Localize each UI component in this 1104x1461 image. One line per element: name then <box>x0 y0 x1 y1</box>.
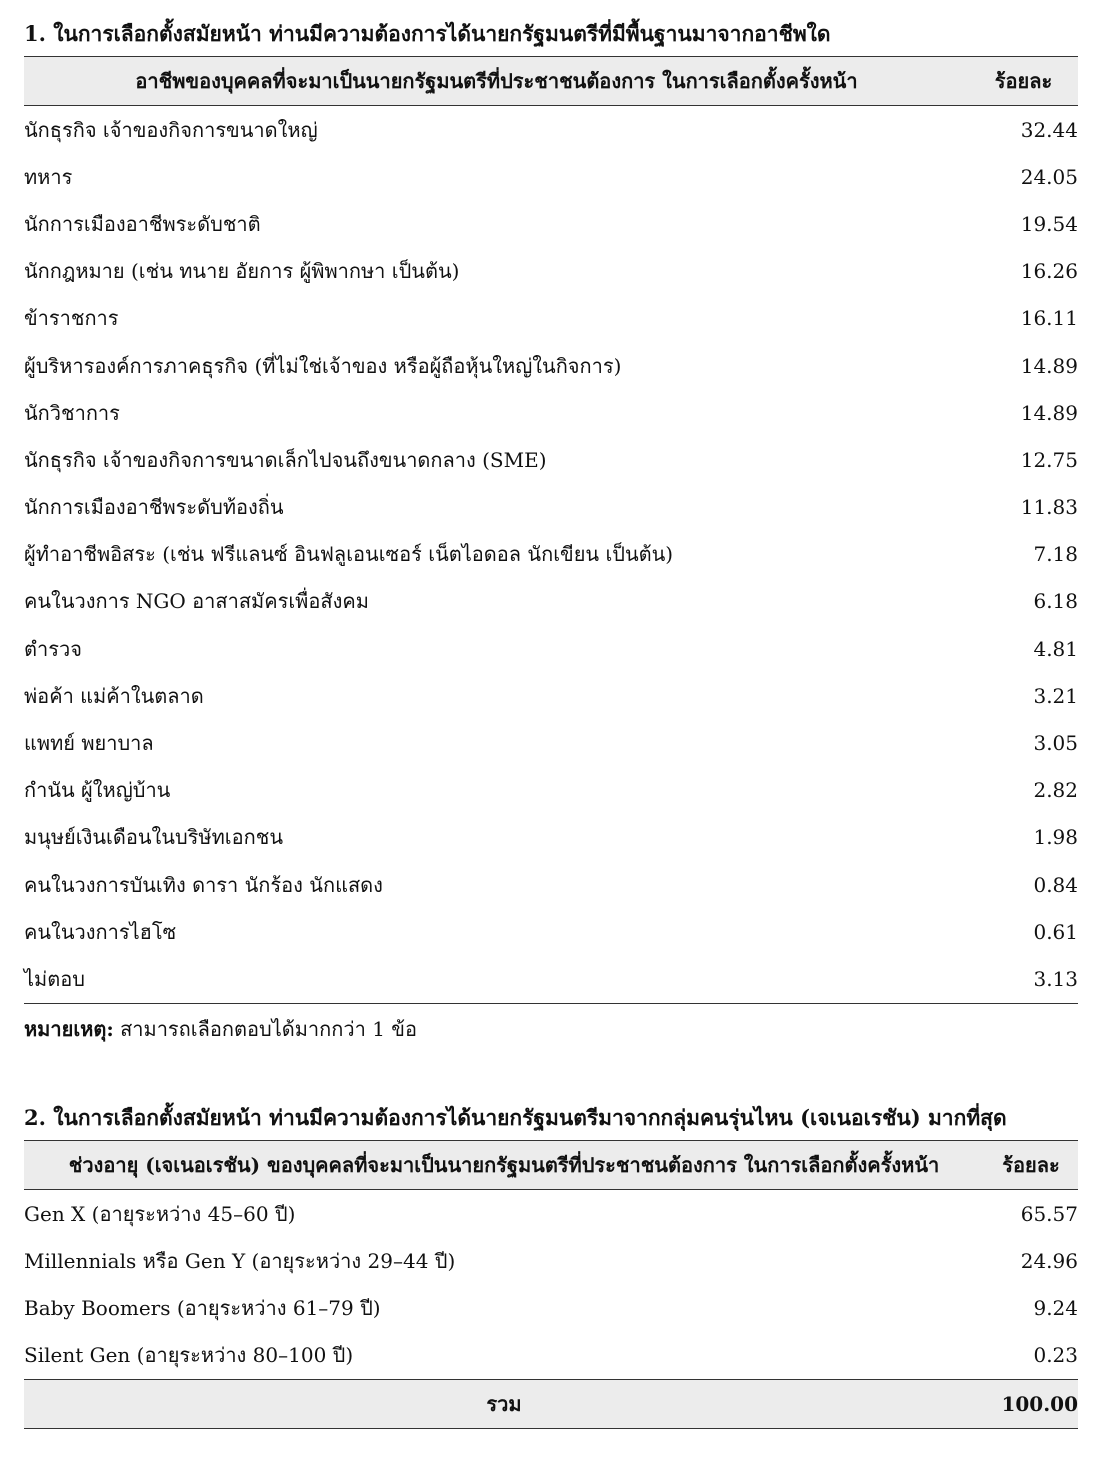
table-header-row <box>24 57 1078 106</box>
row-label: คนในวงการ NGO อาสาสมัครเพื่อสังคม <box>24 589 369 614</box>
row-label: ผู้ทำอาชีพอิสระ (เช่น ฟรีแลนซ์ อินฟลูเอนเซอร์ เน็ตไอดอล นักเขียน เป็นต้น) <box>24 542 674 567</box>
table-row <box>24 672 1078 719</box>
row-value: 14.89 <box>1020 400 1078 425</box>
table-row <box>24 767 1078 814</box>
row-label: มนุษย์เงินเดือนในบริษัทเอกชน <box>24 825 283 850</box>
table-row <box>24 1190 1078 1238</box>
row-label: กำนัน ผู้ใหญ่บ้าน <box>24 778 171 803</box>
row-label: แพทย์ พยาบาล <box>24 731 154 756</box>
row-label: คนในวงการบันเทิง ดารา นักร้อง นักแสดง <box>24 872 383 897</box>
row-label: นักวิชาการ <box>24 400 120 425</box>
row-value: 0.84 <box>1033 872 1078 897</box>
table-row <box>24 955 1078 1003</box>
footnote-text: สามารถเลือกตอบได้มากกว่า 1 ข้อ <box>120 1017 417 1041</box>
row-label: Gen X (อายุระหว่าง 45–60 ปี) <box>24 1201 296 1226</box>
footnote-label: หมายเหตุ: <box>24 1017 114 1041</box>
row-label: นักการเมืองอาชีพระดับชาติ <box>24 211 261 236</box>
table-row <box>24 1237 1078 1284</box>
row-value: 0.61 <box>1033 919 1078 944</box>
row-value: 14.89 <box>1020 353 1078 378</box>
row-label: นักธุรกิจ เจ้าของกิจการขนาดใหญ่ <box>24 117 318 142</box>
table-row <box>24 295 1078 342</box>
table-row <box>24 106 1078 154</box>
row-label: Silent Gen (อายุระหว่าง 80–100 ปี) <box>24 1343 354 1368</box>
row-label: นักธุรกิจ เจ้าของกิจการขนาดเล็กไปจนถึงขนาดกลาง (SME) <box>24 447 547 472</box>
row-label: ตำรวจ <box>24 636 82 661</box>
section-2-title: 2. ในการเลือกตั้งสมัยหน้า ท่านมีความต้องการได้นายกรัฐมนตรีมาจากกลุ่มคนรุ่นไหน (เจเนอเรชัน) มากที่สุด <box>24 1105 1007 1130</box>
row-value: 19.54 <box>1020 211 1078 236</box>
row-label: คนในวงการไฮโซ <box>24 919 177 944</box>
table-row <box>24 1332 1078 1380</box>
table-row <box>24 200 1078 247</box>
row-label: ข้าราชการ <box>24 306 119 331</box>
row-value: 6.18 <box>1033 589 1078 614</box>
row-value: 9.24 <box>1033 1295 1078 1320</box>
row-value: 3.21 <box>1033 683 1078 708</box>
table-row <box>24 908 1078 955</box>
total-row <box>24 1379 1078 1428</box>
generation-table <box>24 1140 1078 1429</box>
table-row <box>24 1284 1078 1331</box>
row-value: 16.26 <box>1020 259 1078 284</box>
table-row <box>24 578 1078 625</box>
row-value: 3.13 <box>969 955 1078 1003</box>
row-value: 3.05 <box>1033 731 1078 756</box>
row-value: 11.83 <box>1020 495 1078 520</box>
column-header-percent: ร้อยละ <box>984 1141 1078 1190</box>
row-label: นักการเมืองอาชีพระดับท้องถิ่น <box>24 495 284 520</box>
row-value: 4.81 <box>1033 636 1078 661</box>
table-row <box>24 625 1078 672</box>
table-row <box>24 861 1078 908</box>
total-label: รวม <box>24 1379 984 1428</box>
column-header-generation: ช่วงอายุ (เจเนอเรชัน) ของบุคคลที่จะมาเป็นนายกรัฐมนตรีที่ประชาชนต้องการ ในการเลือกตั้งครั้งหน้า <box>24 1141 984 1190</box>
table-header-row <box>24 1141 1078 1190</box>
row-value: 12.75 <box>1020 447 1078 472</box>
footnote <box>24 1016 417 1042</box>
row-label: ผู้บริหารองค์การภาคธุรกิจ (ที่ไม่ใช่เจ้าของ หรือผู้ถือหุ้นใหญ่ในกิจการ) <box>24 353 622 378</box>
row-value: 24.96 <box>1020 1248 1078 1273</box>
row-value: 1.98 <box>1033 825 1078 850</box>
total-value: 100.00 <box>984 1379 1078 1428</box>
occupation-table <box>24 56 1078 1004</box>
table-row <box>24 531 1078 578</box>
row-label: พ่อค้า แม่ค้าในตลาด <box>24 683 204 708</box>
column-header-percent: ร้อยละ <box>969 57 1078 106</box>
row-label: ทหาร <box>24 164 73 189</box>
row-value: 24.05 <box>1020 164 1078 189</box>
row-label: Baby Boomers (อายุระหว่าง 61–79 ปี) <box>24 1295 381 1320</box>
row-value: 16.11 <box>1020 306 1078 331</box>
table-row <box>24 436 1078 483</box>
row-value: 7.18 <box>1033 542 1078 567</box>
table-row <box>24 389 1078 436</box>
row-label: นักกฎหมาย (เช่น ทนาย อัยการ ผู้พิพากษา เป็นต้น) <box>24 259 460 284</box>
row-value: 0.23 <box>1033 1343 1078 1368</box>
table-row <box>24 153 1078 200</box>
table-row <box>24 814 1078 861</box>
section-1-title: 1. ในการเลือกตั้งสมัยหน้า ท่านมีความต้องการได้นายกรัฐมนตรีที่มีพื้นฐานมาจากอาชีพใด <box>24 21 831 46</box>
row-label: ไม่ตอบ <box>24 955 969 1003</box>
column-header-occupation: อาชีพของบุคคลที่จะมาเป็นนายกรัฐมนตรีที่ประชาชนต้องการ ในการเลือกตั้งครั้งหน้า <box>24 57 969 106</box>
row-value: 65.57 <box>1020 1201 1078 1226</box>
table-row <box>24 248 1078 295</box>
table-row <box>24 719 1078 766</box>
row-value: 2.82 <box>1033 778 1078 803</box>
row-label: Millennials หรือ Gen Y (อายุระหว่าง 29–44 ปี) <box>24 1248 456 1273</box>
table-row <box>24 484 1078 531</box>
table-row <box>24 342 1078 389</box>
row-value: 32.44 <box>1020 117 1078 142</box>
